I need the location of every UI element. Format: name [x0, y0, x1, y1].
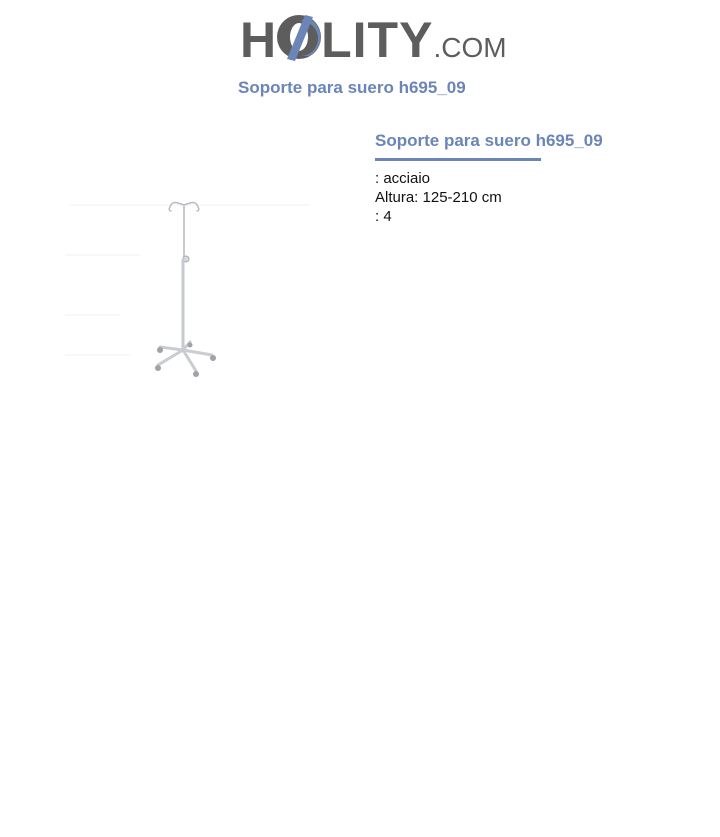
- spec-hooks: : 4: [375, 208, 392, 225]
- logo-o-icon: [275, 11, 323, 63]
- holity-logo[interactable]: [240, 10, 507, 70]
- page-title: Soporte para suero h695_09: [238, 78, 466, 97]
- product-specs: [375, 169, 705, 226]
- title-underline: [375, 158, 541, 161]
- iv-stand-image: [60, 195, 320, 380]
- spec-material: : acciaio: [375, 170, 431, 187]
- product-title: Soporte para suero h695_09: [375, 131, 603, 150]
- spec-height: Altura: 125-210 cm: [375, 189, 502, 206]
- logo-wordmark: [240, 10, 507, 78]
- logo-letters-lity: LITY: [321, 12, 434, 68]
- product-info: [375, 131, 705, 226]
- logo-letter-h: H: [240, 12, 278, 68]
- logo-suffix: .COM: [433, 32, 507, 63]
